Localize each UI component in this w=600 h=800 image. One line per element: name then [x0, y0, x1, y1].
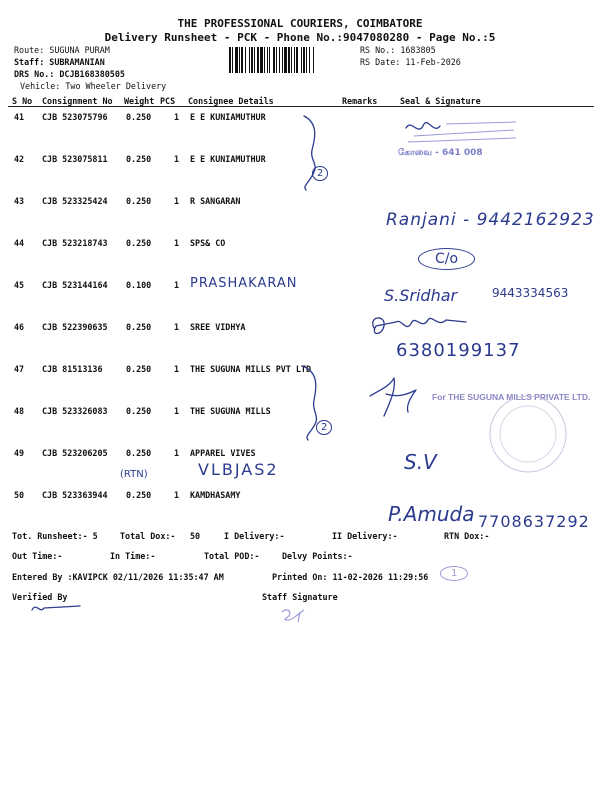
- row-pcs: 1: [174, 322, 180, 332]
- verified-by: Verified By: [12, 592, 68, 602]
- total-dox-value: 50: [190, 531, 201, 541]
- phone-row50: 7708637292: [478, 512, 590, 531]
- row-consignment: CJB 523363944: [42, 490, 108, 500]
- row-consignment: CJB 81513136: [42, 364, 103, 374]
- row-weight: 0.250: [126, 322, 152, 332]
- i-delivery: I Delivery:-: [224, 531, 285, 541]
- row-sno: 46: [14, 322, 25, 332]
- row-sno: 41: [14, 112, 25, 122]
- row-sno: 43: [14, 196, 25, 206]
- row-weight: 0.250: [126, 364, 152, 374]
- total-pod: Total POD:-: [204, 551, 260, 561]
- row-pcs: 1: [174, 238, 180, 248]
- row-pcs: 1: [174, 112, 180, 122]
- row-weight: 0.100: [126, 280, 152, 290]
- signature-row44: C/o: [418, 248, 475, 270]
- row-consignment: CJB 523206205: [42, 448, 108, 458]
- table-row: [0, 238, 600, 280]
- note-circled-2-second: 2: [316, 420, 332, 435]
- in-time: In Time:-: [110, 551, 156, 561]
- signature-row50: P.Amuda: [388, 502, 475, 526]
- row-pcs: 1: [174, 280, 180, 290]
- row-weight: 0.250: [126, 196, 152, 206]
- signature-row45: S.Sridhar: [384, 286, 458, 305]
- tot-runsheet: Tot. Runsheet:- 5: [12, 531, 98, 541]
- row-weight: 0.250: [126, 406, 152, 416]
- row-consignment: CJB 523144164: [42, 280, 108, 290]
- row-sno: 50: [14, 490, 25, 500]
- row-consignment: CJB 523218743: [42, 238, 108, 248]
- note-circled-2: 2: [312, 166, 328, 181]
- row-consignee: SREE VIDHYA: [190, 322, 246, 332]
- row-consignment: CJB 523325424: [42, 196, 108, 206]
- row-sno: 45: [14, 280, 25, 290]
- row-sno: 44: [14, 238, 25, 248]
- col-remarks: Remarks: [342, 96, 378, 106]
- row-consignment: CJB 523075796: [42, 112, 108, 122]
- seal-stamp-row41: [384, 116, 524, 162]
- row-consignment: CJB 522390635: [42, 322, 108, 332]
- col-pcs: PCS: [160, 96, 176, 106]
- row-pcs: 1: [174, 448, 180, 458]
- row-weight: 0.250: [126, 238, 152, 248]
- row-sno: 49: [14, 448, 25, 458]
- handwritten-name-row45: PRASHAKARAN: [190, 276, 298, 291]
- round-seal: [482, 392, 574, 476]
- handwritten-row49-text: VLBJAS2: [198, 460, 279, 479]
- verified-signature: [28, 600, 88, 616]
- row-consignee: SPS& CO: [190, 238, 226, 248]
- row-consignment: CJB 523326083: [42, 406, 108, 416]
- row-pcs: 1: [174, 364, 180, 374]
- row-pcs: 1: [174, 490, 180, 500]
- staff-signature: Staff Signature: [262, 592, 338, 602]
- rs-date: RS Date: 11-Feb-2026: [360, 57, 461, 67]
- col-weight: Weight: [124, 96, 155, 106]
- row-pcs: 1: [174, 406, 180, 416]
- delvy-points: Delvy Points:-: [282, 551, 353, 561]
- signature-row43: Ranjani - 9442162923: [386, 210, 595, 230]
- col-sno: S No: [12, 96, 33, 106]
- row-weight: 0.250: [126, 112, 152, 122]
- stamp-address-line: கோவை - 641 008: [398, 148, 483, 158]
- row-sno: 42: [14, 154, 25, 164]
- col-consignee: Consignee Details: [188, 96, 274, 106]
- summary-circled-mark: 1: [440, 566, 468, 581]
- phone-row46: 6380199137: [396, 340, 521, 361]
- row-weight: 0.250: [126, 490, 152, 500]
- staff-label: Staff: SUBRAMANIAN: [14, 57, 105, 67]
- signature-row47: [364, 372, 434, 422]
- row-consignment: CJB 523075811: [42, 154, 108, 164]
- row-pcs: 1: [174, 154, 180, 164]
- drs-number: DRS No.: DCJB168380505: [14, 69, 125, 79]
- col-seal-signature: Seal & Signature: [400, 96, 481, 106]
- row-weight: 0.250: [126, 154, 152, 164]
- signature-row49: S.V: [404, 450, 437, 474]
- row-consignee: R SANGARAN: [190, 196, 241, 206]
- handwritten-rtn-note: (RTN): [120, 469, 148, 480]
- rtn-dox: RTN Dox:-: [444, 531, 490, 541]
- ii-delivery: II Delivery:-: [332, 531, 398, 541]
- out-time: Out Time:-: [12, 551, 63, 561]
- row-consignee: E E KUNIAMUTHUR: [190, 112, 266, 122]
- company-title: THE PROFESSIONAL COURIERS, COIMBATORE: [177, 17, 423, 30]
- signature-row46: [366, 312, 476, 342]
- header-rule: [8, 106, 594, 107]
- col-consignment: Consignment No: [42, 96, 113, 106]
- printed-on: Printed On: 11-02-2026 11:29:56: [272, 572, 429, 582]
- row-sno: 47: [14, 364, 25, 374]
- row-consignee: E E KUNIAMUTHUR: [190, 154, 266, 164]
- entered-by: Entered By :KAVIPCK 02/11/2026 11:35:47 AM: [12, 572, 224, 582]
- phone-row45: 9443334563: [492, 286, 569, 300]
- row-consignee: THE SUGUNA MILLS PVT LTD: [190, 364, 312, 374]
- vehicle-label: Vehicle: Two Wheeler Delivery: [20, 81, 167, 91]
- total-dox-label: Total Dox:-: [120, 531, 176, 541]
- barcode: [229, 47, 357, 73]
- row-consignee: KAMDHASAMY: [190, 490, 241, 500]
- row-weight: 0.250: [126, 448, 152, 458]
- runsheet-subtitle: Delivery Runsheet - PCK - Phone No.:9047080280 - Page No.:5: [104, 31, 496, 44]
- row-pcs: 1: [174, 196, 180, 206]
- route-label: Route: SUGUNA PURAM: [14, 45, 110, 55]
- rs-number: RS No.: 1683805: [360, 45, 436, 55]
- company-stamp-row48: For THE SUGUNA MILLS PRIVATE LTD.: [432, 392, 591, 402]
- staff-signature-mark: [276, 604, 316, 626]
- row-consignee: THE SUGUNA MILLS: [190, 406, 271, 416]
- row-sno: 48: [14, 406, 25, 416]
- row-consignee: APPAREL VIVES: [190, 448, 256, 458]
